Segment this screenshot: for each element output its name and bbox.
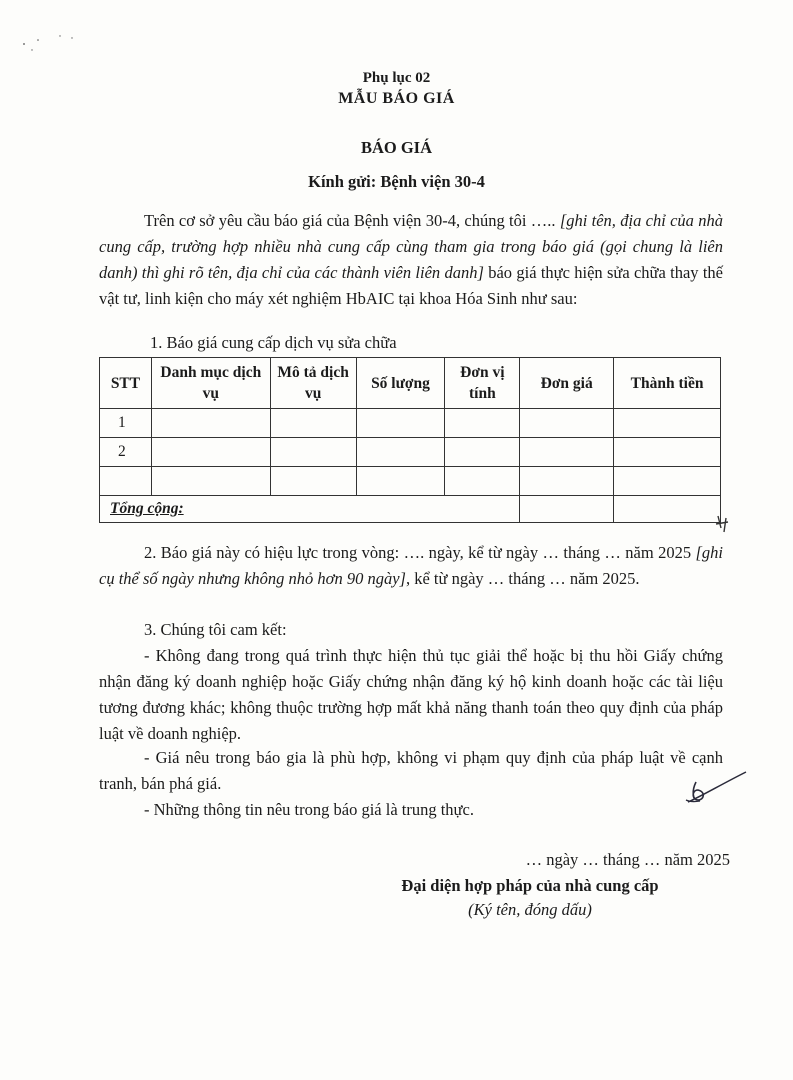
- quote-table: [99, 357, 721, 523]
- intro-italic-note: [ghi tên, địa chỉ của nhà cung cấp, trường hợp nhiều nhà cung cấp cùng tham gia trong báo giá (gọi chung là liên danh) thì ghi rõ tên, địa chỉ của các thành viên liên danh]: [99, 211, 723, 282]
- initial-mark-table: [712, 512, 742, 538]
- header-service-category: Danh mục dịch vụ: [151, 358, 270, 409]
- commitment-item: - Những thông tin nêu trong báo giá là trung thực.: [144, 800, 474, 819]
- signature-title: Đại diện hợp pháp của nhà cung cấp: [401, 876, 659, 895]
- document-title: BÁO GIÁ: [360, 138, 433, 157]
- signature-date: … ngày … tháng … năm 2025: [525, 850, 730, 869]
- header-unit-price: Đơn giá: [520, 358, 614, 409]
- form-title: MẪU BÁO GIÁ: [338, 90, 455, 107]
- row-stt: 1: [100, 409, 152, 438]
- handwritten-initial-mark: [682, 768, 752, 808]
- header-service-description: Mô tả dịch vụ: [270, 358, 356, 409]
- header-unit: Đơn vị tính: [445, 358, 520, 409]
- validity-italic-note: [ghi cụ thể số ngày nhưng không nhỏ hơn 90 ngày]: [99, 543, 723, 588]
- commitment-item: - Không đang trong quá trình thực hiện thủ tục giải thể hoặc bị thu hồi Giấy chứng nhận đăng ký doanh nghiệp hoặc Giấy chứng nhận đăng ký hộ kinh doanh hoặc các tài liệu tương đương khác; không thuộc trường hợp mất khả năng thanh toán theo quy định của pháp luật về doanh nghiệp.: [99, 646, 723, 743]
- validity-text-2: , kể từ ngày … tháng … năm 2025.: [405, 569, 640, 588]
- header-quantity: Số lượng: [356, 358, 445, 409]
- commitment-heading: 3. Chúng tôi cam kết:: [144, 620, 287, 639]
- validity-paragraph: [99, 540, 723, 592]
- table-row: [100, 409, 721, 438]
- row-stt: 2: [100, 438, 152, 467]
- table-header-row: [100, 358, 721, 409]
- total-row: [100, 496, 721, 523]
- section-1-heading: 1. Báo giá cung cấp dịch vụ sửa chữa: [150, 333, 397, 352]
- header-stt: STT: [100, 358, 152, 409]
- intro-paragraph: [99, 208, 723, 312]
- scan-specks: [20, 32, 80, 52]
- commitment-item: - Giá nêu trong báo gia là phù hợp, không vi phạm quy định của pháp luật về cạnh tranh, bán phá giá.: [99, 748, 723, 793]
- validity-text-1: 2. Báo giá này có hiệu lực trong vòng: …. ngày, kể từ ngày … tháng … năm 2025: [144, 543, 696, 562]
- header-amount: Thành tiền: [614, 358, 721, 409]
- total-label: Tổng cộng:: [100, 496, 520, 523]
- table-row: [100, 438, 721, 467]
- appendix-label: Phụ lục 02: [362, 70, 431, 86]
- recipient-line: Kính gửi: Bệnh viện 30-4: [308, 172, 485, 191]
- table-row: [100, 467, 721, 496]
- intro-text-2: báo giá thực hiện sửa chữa thay thế vật tư, linh kiện cho máy xét nghiệm HbAIC tại khoa Hóa Sinh như sau:: [99, 263, 723, 308]
- row-stt: [100, 467, 152, 496]
- signature-note: (Ký tên, đóng dấu): [468, 900, 592, 919]
- intro-text-1: Trên cơ sở yêu cầu báo giá của Bệnh viện 30-4, chúng tôi …..: [144, 211, 560, 230]
